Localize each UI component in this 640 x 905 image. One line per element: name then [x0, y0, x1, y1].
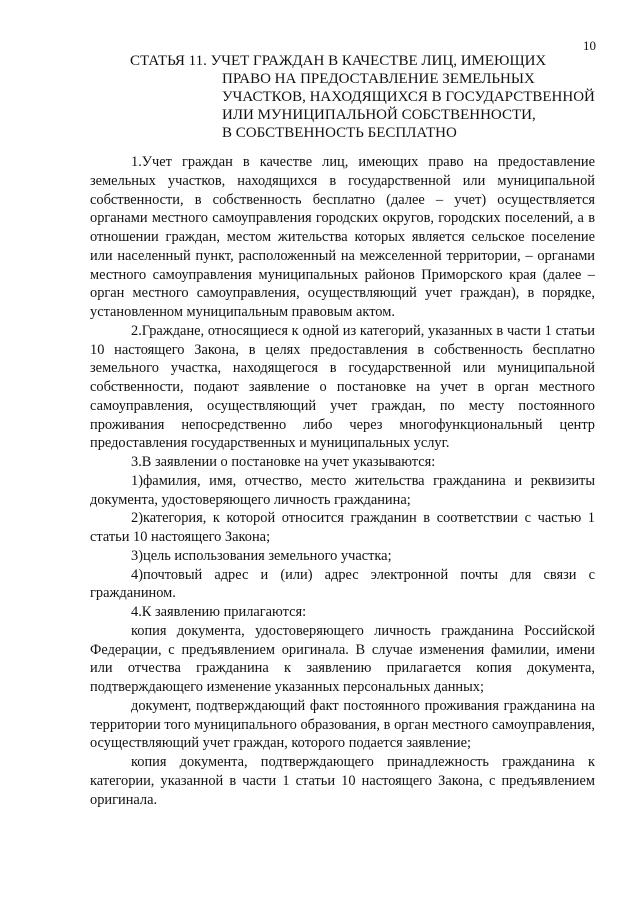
heading-line: ПРАВО НА ПРЕДОСТАВЛЕНИЕ ЗЕМЕЛЬНЫХ [222, 71, 535, 87]
attachment-item-3: копия документа, подтверждающего принадлежность гражданина к категории, указанной в части 1 статьи 10 настоящего Закона, с предъявлением оригинала. [90, 754, 595, 808]
list-item-4: 4)почтовый адрес и (или) адрес электронной почты для связи с гражданином. [90, 566, 595, 602]
list-item-1: 1)фамилия, имя, отчество, место жительства гражданина и реквизиты документа, удостоверяющего личность гражданина; [90, 472, 595, 508]
heading-line: ИЛИ МУНИЦИПАЛЬНОЙ СОБСТВЕННОСТИ, [222, 107, 536, 123]
attachment-item-2: документ, подтверждающий факт постоянного проживания гражданина на территории того муниципального образования, в орган местного самоуправления, осуществляющий учет граждан, которого подается заявление; [90, 697, 595, 752]
heading-line: В СОБСТВЕННОСТЬ БЕСПЛАТНО [222, 125, 457, 141]
list-item-3: 3)цель использования земельного участка; [131, 547, 392, 564]
page-number: 10 [583, 38, 596, 53]
heading-line: СТАТЬЯ 11. УЧЕТ ГРАЖДАН В КАЧЕСТВЕ ЛИЦ, ИМЕЮЩИХ [130, 53, 547, 69]
paragraph-item-2: 2.Граждане, относящиеся к одной из категорий, указанных в части 1 статьи 10 настоящего Закона, в целях предоставления в собственность бесплатно земельного участка, находящегося в государственной или муниципальной собственности, подают заявление о постановке на учет в орган местного самоуправления, осуществляющий учет граждан, по месту постоянного проживания непосредственно либо через многофункциональный центр предоставления государственных и муниципальных услуг. [90, 322, 595, 452]
list-item-2: 2)категория, к которой относится гражданин в соответствии с частью 1 статьи 10 настоящего Закона; [90, 510, 595, 545]
paragraph-item-1: 1.Учет граждан в качестве лиц, имеющих право на предоставление земельных участков, находящихся в государственной или муниципальной собственности, в собственность бесплатно (далее – учет) осуществляется органами местного самоуправления городских округов, городских поселений, а в отношении граждан, местом жительства которых является сельское поселение или населенный пункт, расположенный на межселенной территории, – органами местного самоуправления муниципальных районов Приморского края (далее – орган местного самоуправления, осуществляющий учет граждан), в порядке, установленном муниципальным правовым актом. [90, 154, 595, 320]
article-body [90, 153, 595, 809]
article-heading [130, 52, 610, 142]
paragraph-item-4: 4.К заявлению прилагаются: [131, 604, 307, 620]
attachment-item-1: копия документа, удостоверяющего личность гражданина Российской Федерации, с предъявлением оригинала. В случае изменения фамилии, имени или отчества гражданина к заявлению прилагается копия документа, подтверждающего изменение указанных персональных данных; [90, 622, 595, 695]
paragraph-item-3: 3.В заявлении о постановке на учет указываются: [131, 454, 436, 470]
heading-line: УЧАСТКОВ, НАХОДЯЩИХСЯ В ГОСУДАРСТВЕННОЙ [222, 89, 595, 105]
